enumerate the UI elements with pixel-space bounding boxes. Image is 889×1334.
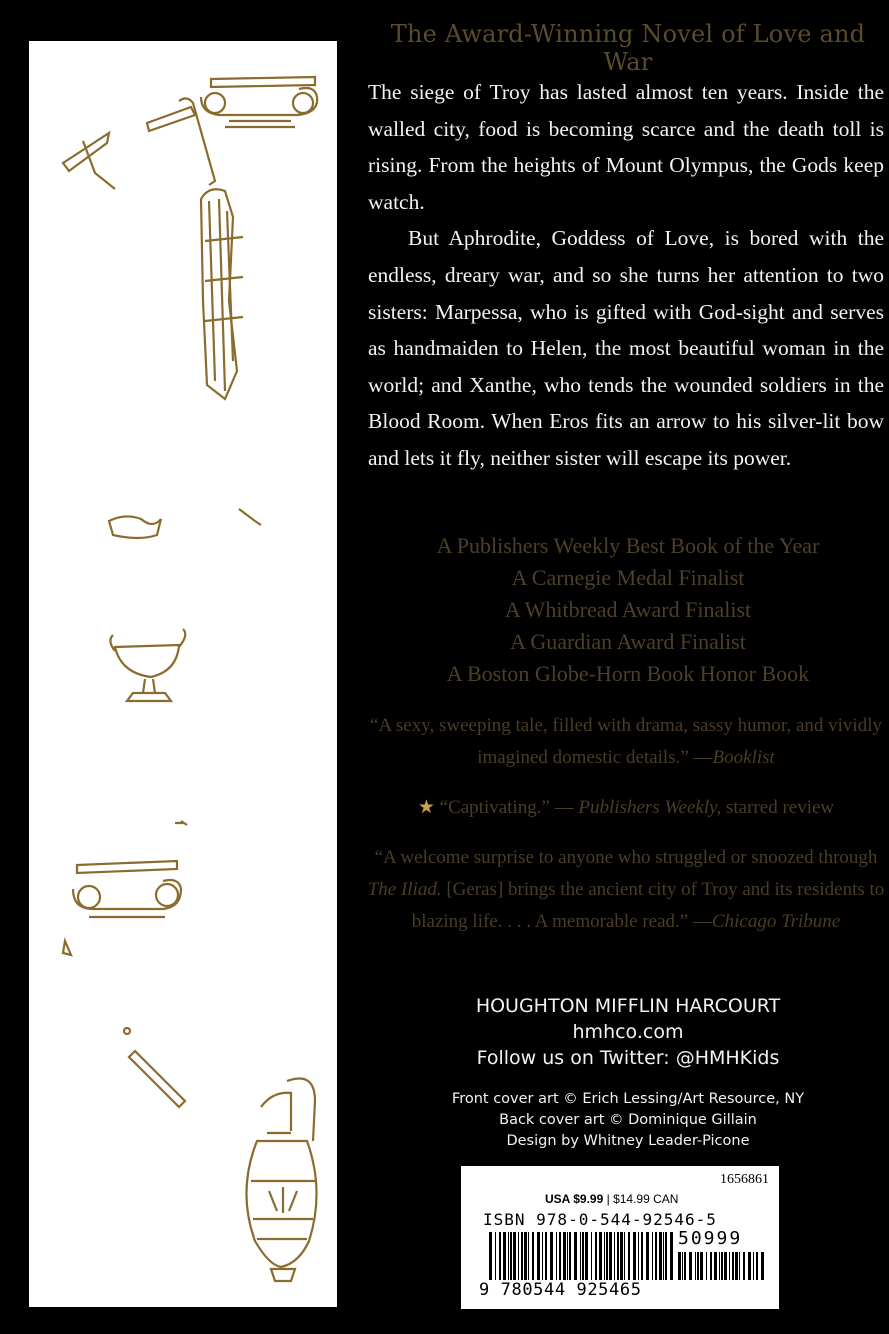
barcode-bar [528,1232,529,1280]
publisher-block [372,993,884,1071]
barcode-bar [508,1232,509,1280]
barcode-bar [606,1232,608,1280]
barcode-bar [646,1232,649,1280]
quote-text: “A welcome surprise to anyone who struggled or snoozed through [374,847,878,868]
barcode-bar [739,1252,740,1280]
barcode-bar [633,1232,636,1280]
credit-back-cover: Back cover art © Dominique Gillain [499,1112,757,1128]
barcode-bar [721,1252,723,1280]
barcode-bar [743,1252,745,1280]
price-separator: | [603,1192,614,1206]
barcode-bar [663,1232,664,1280]
ean-barcode-icon [489,1232,673,1280]
barcode-bar [499,1232,501,1280]
barcode-bar [580,1232,581,1280]
greek-artifacts-illustration [29,41,337,1307]
barcode-bar [545,1232,547,1280]
barcode-bar [697,1252,699,1280]
ean-digits: 9 780544 925465 [479,1280,642,1300]
quote-text: “A sexy, sweeping tale, filled with drama, sassy humor, and vividly imagined domestic details.” — [370,715,882,768]
review-quote-booklist [366,710,886,774]
barcode-bar [641,1232,643,1280]
barcode-bar [537,1232,540,1280]
price-addon-code: 50999 [678,1228,743,1249]
barcode-bar [574,1232,577,1280]
publisher-name: HOUGHTON MIFFLIN HARCOURT [475,995,781,1017]
barcode-box [461,1166,779,1309]
barcode-bar [729,1252,730,1280]
barcode-bar [521,1232,523,1280]
honors-list [372,530,884,690]
barcode-bar [542,1232,543,1280]
price-can: $14.99 CAN [613,1192,679,1206]
barcode-bar [684,1252,686,1280]
barcode-bar [678,1252,681,1280]
barcode-bar [710,1252,712,1280]
barcode-bar [620,1232,623,1280]
fragment-icon [109,516,161,538]
barcode-bar [682,1252,683,1280]
barcode-bar [585,1232,588,1280]
barcode-bar [670,1232,673,1280]
barcode-bar [532,1232,534,1280]
barcode-bar [609,1232,612,1280]
barcode-bar [689,1252,692,1280]
barcode-bar [732,1252,734,1280]
barcode-bar [624,1232,625,1280]
honor-item: A Boston Globe-Horn Book Honor Book [446,661,810,686]
quote-book-title: The Iliad. [367,879,442,900]
price-us: USA $9.99 [545,1192,604,1206]
barcode-bar [617,1232,619,1280]
tagline: The Award-Winning Novel of Love and War [390,20,866,76]
barcode-bar [706,1252,707,1280]
quote-text: [Geras] brings the ancient city of Troy and its residents to blazing life. . . . A memorable read.” — [411,879,885,932]
review-quote-publishers-weekly [366,792,886,824]
quote-source: Booklist [712,747,775,768]
barcode-bar [724,1252,727,1280]
barcode-bar [582,1232,584,1280]
honor-item: A Guardian Award Finalist [510,629,746,654]
publisher-website: hmhco.com [572,1021,684,1043]
barcode-bar [700,1252,703,1280]
barcode-bar [614,1232,615,1280]
barcode-bar [655,1232,657,1280]
quote-source: Publishers Weekly, [578,797,722,818]
barcode-bar [595,1232,597,1280]
barcode-bar [550,1232,553,1280]
barcode-bar [569,1232,571,1280]
barcode-bar [756,1252,758,1280]
honor-item: A Publishers Weekly Best Book of the Year [436,533,820,558]
barcode-bar [513,1232,516,1280]
barcode-bar [495,1232,496,1280]
barcode-bar [761,1252,764,1280]
art-credits [372,1089,884,1152]
barcode-bar [567,1232,568,1280]
honor-item: A Whitbread Award Finalist [504,597,752,622]
quote-source: Chicago Tribune [711,911,841,932]
blurb-paragraph-1: The siege of Troy has lasted almost ten years. Inside the walled city, food is becoming scarce and the death toll is rising. From the heights of Mount Olympus, the Gods keep watch. [368,80,884,214]
column-fragment-icon [201,189,243,399]
blurb-paragraph-2: But Aphrodite, Goddess of Love, is bored with the endless, dreary war, and so she turns her attention to two sisters: Marpessa, who is gifted with God-sight and serves as handmaiden to Helen, the most beautiful woman in the world; and Xanthe, who tends the wounded soldiers in the Blood Room. When Eros fits an arrow to his silver-lit bow and lets it fly, neither sister will escape its power. [368,226,884,470]
price-label [545,1192,678,1206]
barcode-bar [714,1252,717,1280]
barcode-bar [556,1232,557,1280]
honor-item: A Carnegie Medal Finalist [511,565,745,590]
barcode-bar [719,1252,720,1280]
barcode-bar [563,1232,566,1280]
barcode-bar [748,1252,751,1280]
barcode-bar [695,1252,696,1280]
barcode-bar [518,1232,519,1280]
quote-text: “Captivating.” — [439,797,579,818]
addon-barcode-icon [678,1252,768,1280]
oinochoe-vase-icon [246,1079,316,1282]
barcode-bar [652,1232,653,1280]
isbn-number: ISBN 978-0-544-92546-5 [483,1210,717,1229]
ionic-capital-icon [201,77,317,127]
barcode-bar [510,1232,512,1280]
barcode-bar [559,1232,561,1280]
barcode-bar [659,1232,662,1280]
quote-suffix: starred review [721,797,835,818]
barcode-bar [489,1232,492,1280]
book-blurb [368,74,884,477]
credit-front-cover: Front cover art © Erich Lessing/Art Resource, NY [451,1091,805,1107]
barcode-bar [735,1252,738,1280]
barcode-bar [524,1232,527,1280]
star-icon: ★ [417,797,435,818]
barcode-bar [604,1232,605,1280]
barcode-bar [591,1232,592,1280]
ionic-capital-icon [73,861,181,917]
review-quote-chicago-tribune [366,842,886,938]
barcode-bar [753,1252,754,1280]
barcode-bar [665,1232,667,1280]
decorative-art-panel [29,41,337,1307]
product-code: 1656861 [720,1172,769,1187]
publisher-twitter: Follow us on Twitter: @HMHKids [476,1047,780,1069]
kylix-cup-icon [110,629,185,701]
barcode-bar [599,1232,602,1280]
barcode-bar [628,1232,630,1280]
credit-design: Design by Whitney Leader-Picone [506,1133,750,1149]
barcode-bar [503,1232,506,1280]
rod-fragment-icon [129,1051,185,1107]
barcode-bar [638,1232,639,1280]
